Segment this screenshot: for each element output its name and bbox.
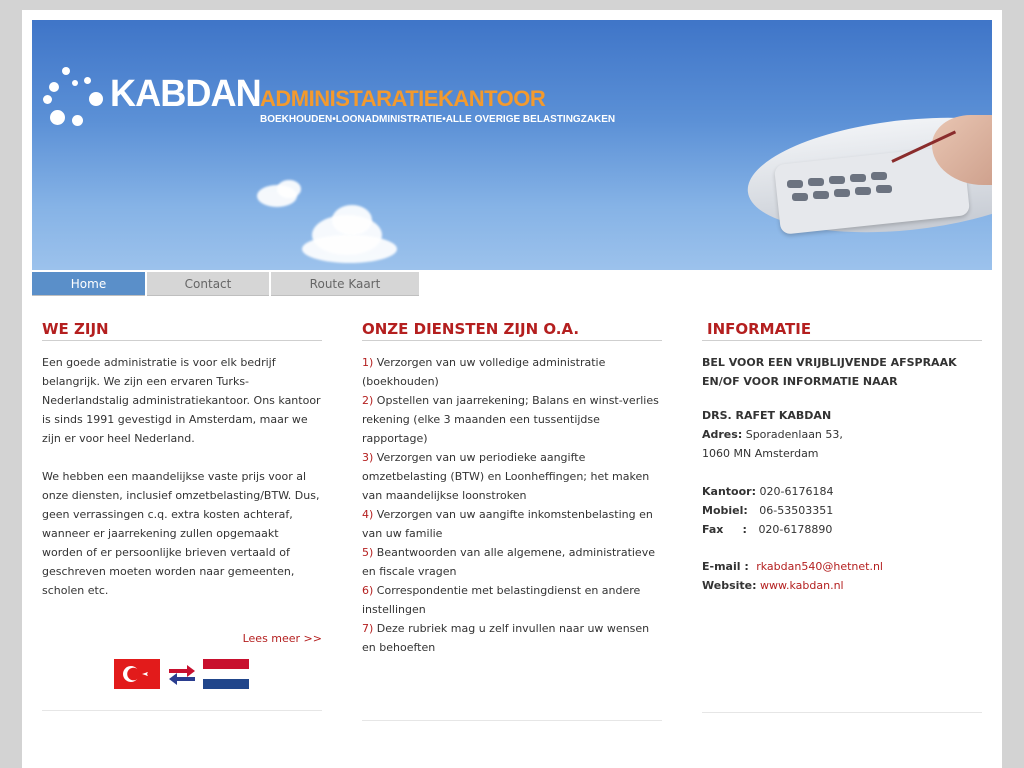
- services-item: [362, 448, 662, 505]
- contact-name: DRS. RAFET KABDAN: [702, 409, 832, 422]
- services-item-number: 4): [362, 508, 374, 521]
- services-item-number: 3): [362, 451, 374, 464]
- turkey-flag-icon: [114, 659, 160, 689]
- services-title: ONZE DIENSTEN ZIJN O.A.: [362, 320, 662, 341]
- email-label: E-mail :: [702, 560, 749, 573]
- services-item: [362, 619, 662, 657]
- services-item-text: Deze rubriek mag u zelf invullen naar uw wensen en behoeften: [362, 622, 650, 654]
- info-intro-line-2: EN/OF VOOR INFORMATIE NAAR: [702, 375, 898, 388]
- info-intro-line-1: BEL VOOR EEN VRIJBLIJVENDE AFSPRAAK: [702, 356, 957, 369]
- services-item-text: Verzorgen van uw periodieke aangifte omzetbelasting (BTW) en Loonheffingen; het maken van maandelijkse loonstroken: [362, 451, 650, 502]
- info-block: [702, 353, 982, 595]
- about-column: [42, 320, 322, 693]
- website-link[interactable]: www.kabdan.nl: [760, 579, 844, 592]
- address-label: Adres:: [702, 428, 743, 441]
- services-list: [362, 353, 662, 657]
- info-column: [702, 320, 982, 595]
- services-item: [362, 391, 662, 448]
- services-item: [362, 581, 662, 619]
- logo-subtitle: ADMINISTARATIEKANTOOR: [260, 86, 546, 111]
- kantoor-value: 020-6176184: [759, 485, 834, 498]
- services-item-text: Beantwoorden van alle algemene, administratieve en fiscale vragen: [362, 546, 655, 578]
- services-item: [362, 543, 662, 581]
- services-item-text: Verzorgen van uw aangifte inkomstenbelasting en van uw familie: [362, 508, 653, 540]
- logo-name: KABDAN: [110, 73, 261, 115]
- about-title: WE ZIJN: [42, 320, 322, 341]
- fax-value: 020-6178890: [758, 523, 833, 536]
- email-line: [702, 557, 982, 576]
- services-item-number: 5): [362, 546, 374, 559]
- exchange-arrows-icon: [167, 664, 197, 686]
- services-bottom-divider: [362, 720, 662, 721]
- email-link[interactable]: rkabdan540@hetnet.nl: [756, 560, 883, 573]
- info-title: INFORMATIE: [702, 320, 982, 341]
- read-more-link[interactable]: Lees meer >>: [242, 632, 322, 645]
- mobiel-line: [702, 501, 982, 520]
- fax-label: Fax :: [702, 523, 747, 536]
- services-item: [362, 353, 662, 391]
- services-item-text: Verzorgen van uw volledige administratie (boekhouden): [362, 356, 606, 388]
- services-item-number: 7): [362, 622, 374, 635]
- nav-tab-home[interactable]: Home: [32, 272, 145, 296]
- mobiel-label: Mobiel:: [702, 504, 748, 517]
- services-item-text: Correspondentie met belastingdienst en andere instellingen: [362, 584, 641, 616]
- address-line: [702, 425, 982, 444]
- services-column: [362, 320, 662, 657]
- about-paragraph-2: We hebben een maandelijkse vaste prijs voor al onze diensten, inclusief omzetbelasting/BTW. Dus, geen verrassingen c.q. extra kosten achteraf, wanneer er jaarrekening zullen opgemaakt worden of er persoonlijke brieven vertaald of geschreven moeten worden naar gemeenten, scholen etc.: [42, 470, 320, 597]
- nav-tab-contact[interactable]: Contact: [147, 272, 269, 296]
- services-item-number: 2): [362, 394, 374, 407]
- website-label: Website:: [702, 579, 757, 592]
- about-bottom-divider: [42, 710, 322, 711]
- services-item-number: 1): [362, 356, 374, 369]
- nav-tab-route-kaart[interactable]: Route Kaart: [271, 272, 419, 296]
- kantoor-line: [702, 482, 982, 501]
- netherlands-flag-icon: [203, 659, 249, 689]
- kantoor-label: Kantoor:: [702, 485, 756, 498]
- services-item: [362, 505, 662, 543]
- services-item-text: Opstellen van jaarrekening; Balans en winst-verlies rekening (elke 3 maanden een tussentijdse rapportage): [362, 394, 659, 445]
- page-container: [22, 10, 1002, 768]
- logo-tagline: BOEKHOUDEN•LOONADMINISTRATIE•ALLE OVERIGE BELASTINGZAKEN: [260, 114, 616, 125]
- info-bottom-divider: [702, 712, 982, 713]
- about-paragraph-1: Een goede administratie is voor elk bedrijf belangrijk. We zijn een ervaren Turks-Nederlandstalig administratiekantoor. Ons kantoor is sinds 1991 gevestigd in Amsterdam, maar we zijn er voor heel Nederland.: [42, 356, 321, 445]
- website-line: [702, 576, 982, 595]
- header-banner: [32, 20, 992, 270]
- fax-line: [702, 520, 982, 539]
- flags-row: [42, 659, 322, 693]
- address-city: 1060 MN Amsterdam: [702, 447, 819, 460]
- services-item-number: 6): [362, 584, 374, 597]
- address-street: Sporadenlaan 53,: [745, 428, 843, 441]
- mobiel-value: 06-53503351: [759, 504, 834, 517]
